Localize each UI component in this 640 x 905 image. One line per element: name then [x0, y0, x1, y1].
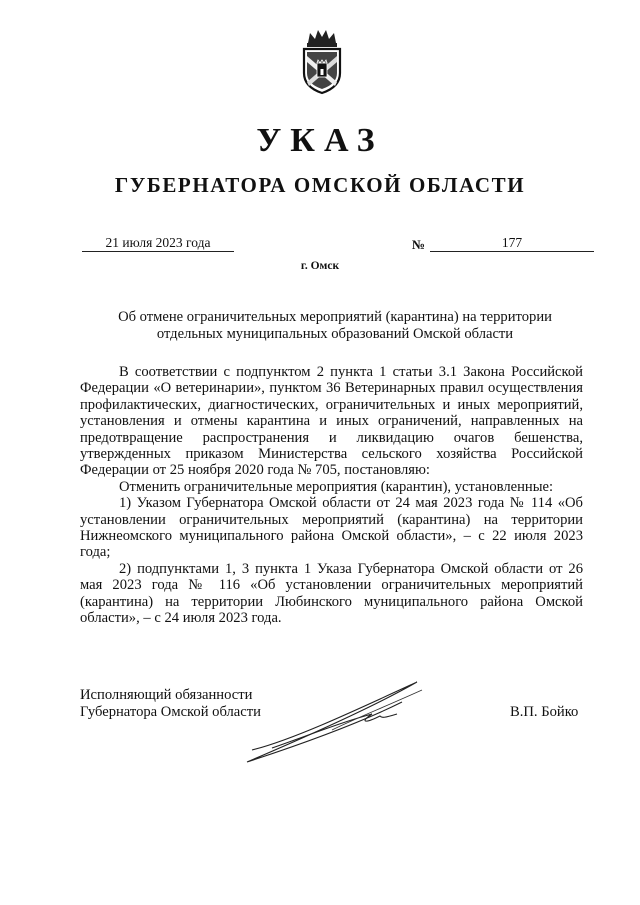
document-type-title: УКАЗ	[256, 122, 384, 159]
decree-body	[80, 364, 583, 627]
decree-subject	[70, 309, 600, 342]
signer-position-line-1: Исполняющий обязанности	[80, 687, 253, 703]
subject-line-2: отдельных муниципальных образований Омской области	[156, 325, 514, 342]
body-paragraph-item-1: 1) Указом Губернатора Омской области от 24 мая 2023 года № 114 «Об установлении ограничительных мероприятий (карантина) на территории Нижнеомского муниципального района Омской области», – с 22 июля 2023 года;	[80, 495, 583, 561]
decree-date: 21 июля 2023 года	[82, 234, 234, 252]
body-paragraph-preamble: В соответствии с подпунктом 2 пункта 1 статьи 3.1 Закона Российской Федерации «О ветеринарии», пунктом 36 Ветеринарных правил осуществления профилактических, диагностических, ограничительных и иных мероприятий, установления и отмены карантина и иных ограничений, направленных на предотвращение распространения и ликвидацию очагов бешенства, утвержденных приказом Министерства сельского хозяйства Российской Федерации от 25 ноября 2020 года № 705, постановляю:	[80, 364, 583, 479]
decree-number: 177	[430, 234, 594, 252]
body-paragraph-order: Отменить ограничительные мероприятия (карантин), установленные:	[119, 478, 554, 495]
signature-icon	[232, 672, 432, 772]
subject-line-1: Об отмене ограничительных мероприятий (карантина) на территории	[118, 309, 552, 325]
issuer-title: ГУБЕРНАТОРА ОМСКОЙ ОБЛАСТИ	[114, 173, 526, 197]
body-paragraph-item-2: 2) подпунктами 1, 3 пункта 1 Указа Губернатора Омской области от 26 мая 2023 года № 116 «Об установлении ограничительных мероприятий (карантина) на территории Любинского муниципального района Омской области», – с 24 июля 2023 года.	[80, 560, 583, 627]
number-sign: №	[412, 237, 426, 252]
signer-name: В.П. Бойко	[510, 704, 579, 720]
coat-of-arms-icon	[300, 29, 344, 95]
signer-position-line-2: Губернатора Омской области	[80, 704, 261, 720]
city-label: г. Омск	[300, 260, 340, 272]
